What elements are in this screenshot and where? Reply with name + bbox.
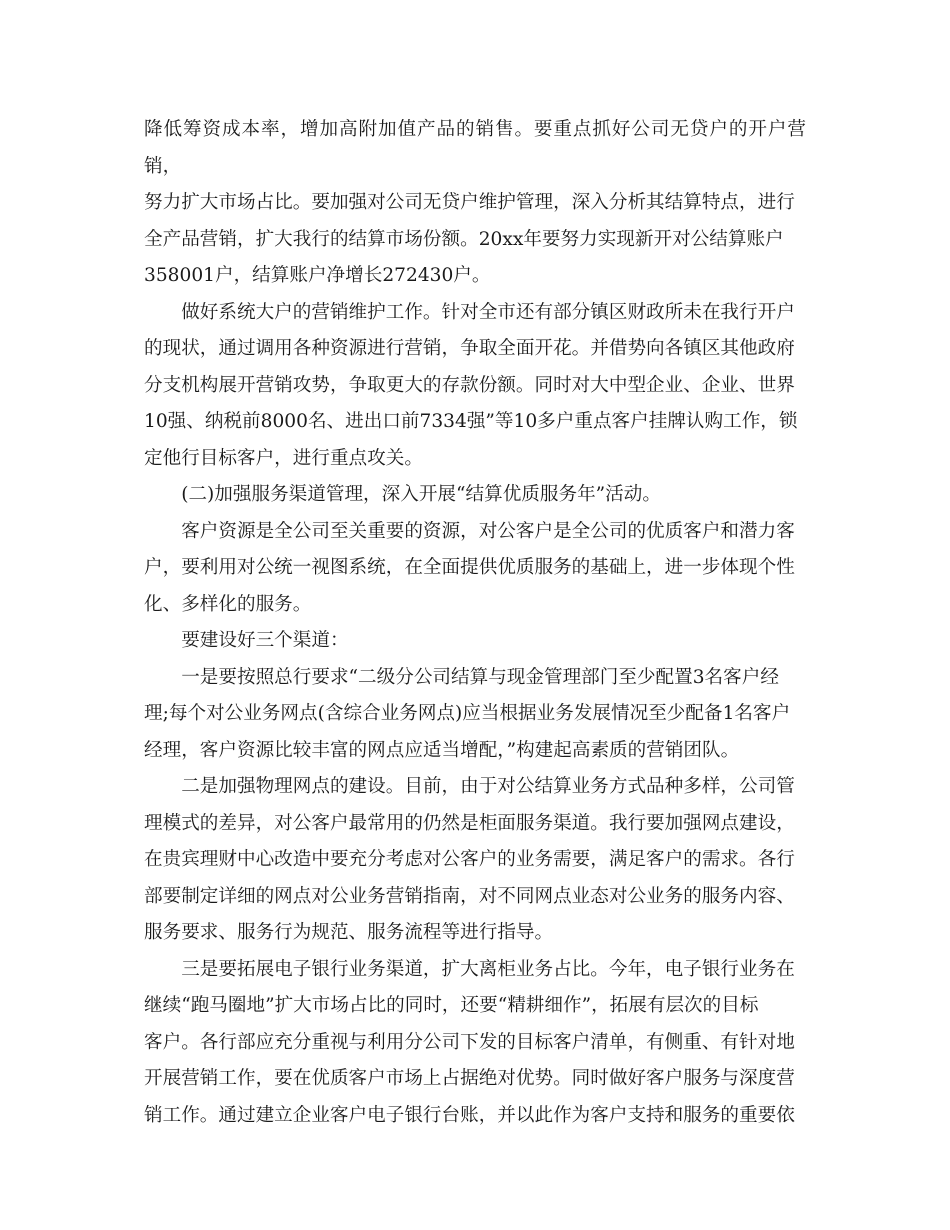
paragraph-6: 一是要按照总行要求“二级分公司结算与现金管理部门至少配置3名客户经 理;每个对公业务网点(含综合业务网点)应当根据业务发展情况至少配备1名客户 经理，客户资源比较丰富的网点应适当增配，”构建起高素质的营销团队。 (144, 666, 791, 761)
paragraph-7: 二是加强物理网点的建设。目前，由于对公结算业务方式品种多样，公司管 理模式的差异，对公客户最常用的仍然是柜面服务渠道。我行要加强网点建设， 在贵宾理财中心改造中要充分考虑对公客户的业务需要，满足客户的需求。各行 部要制定详细的网点对公业务营销指南，对不同网点业态对公业务的服务内容、 服务要求、服务行为规范、服务流程等进行指导。 (144, 776, 795, 943)
paragraph-1: 降低筹资成本率，增加高附加值产品的销售。要重点抓好公司无贷户的开户营销， 努力扩大市场占比。要加强对公司无贷户维护管理，深入分析其结算特点，进行 全产品营销，扩大我行的结算市场份额。20xx年要努力实现新开对公结算账户 358001户，结算账户净增长272430户。 (144, 119, 806, 286)
document-page (144, 112, 806, 1134)
paragraph-5: 要建设好三个渠道： (144, 630, 349, 651)
paragraph-2: 做好系统大户的营销维护工作。针对全市还有部分镇区财政所未在我行开户 的现状，通过调用各种资源进行营销，争取全面开花。并借势向各镇区其他政府 分支机构展开营销攻势，争取更大的存款份额。同时对大中型企业、企业、世界 10强、纳税前8000名、进出口前7334强”等10多户重点客户挂牌认购工作，锁 定他行目标客户，进行重点攻关。 (144, 301, 798, 469)
paragraph-8: 三是要拓展电子银行业务渠道，扩大离柜业务占比。今年，电子银行业务在 继续“跑马圈地”扩大市场占比的同时，还要“精耕细作”，拓展有层次的目标 客户。各行部应充分重视与利用分公司下发的目标客户清单，有侧重、有针对地 开展营销工作，要在优质客户市场上占据绝对优势。同时做好客户服务与深度营 销工作。通过建立企业客户电子银行台账，并以此作为客户支持和服务的重要依 (144, 958, 795, 1126)
paragraph-4: 客户资源是全公司至关重要的资源，对公客户是全公司的优质客户和潜力客 户，要利用对公统一视图系统，在全面提供优质服务的基础上，进一步体现个性 化、多样化的服务。 (144, 520, 795, 615)
paragraph-3: (二)加强服务渠道管理，深入开展“结算优质服务年”活动。 (144, 484, 661, 505)
